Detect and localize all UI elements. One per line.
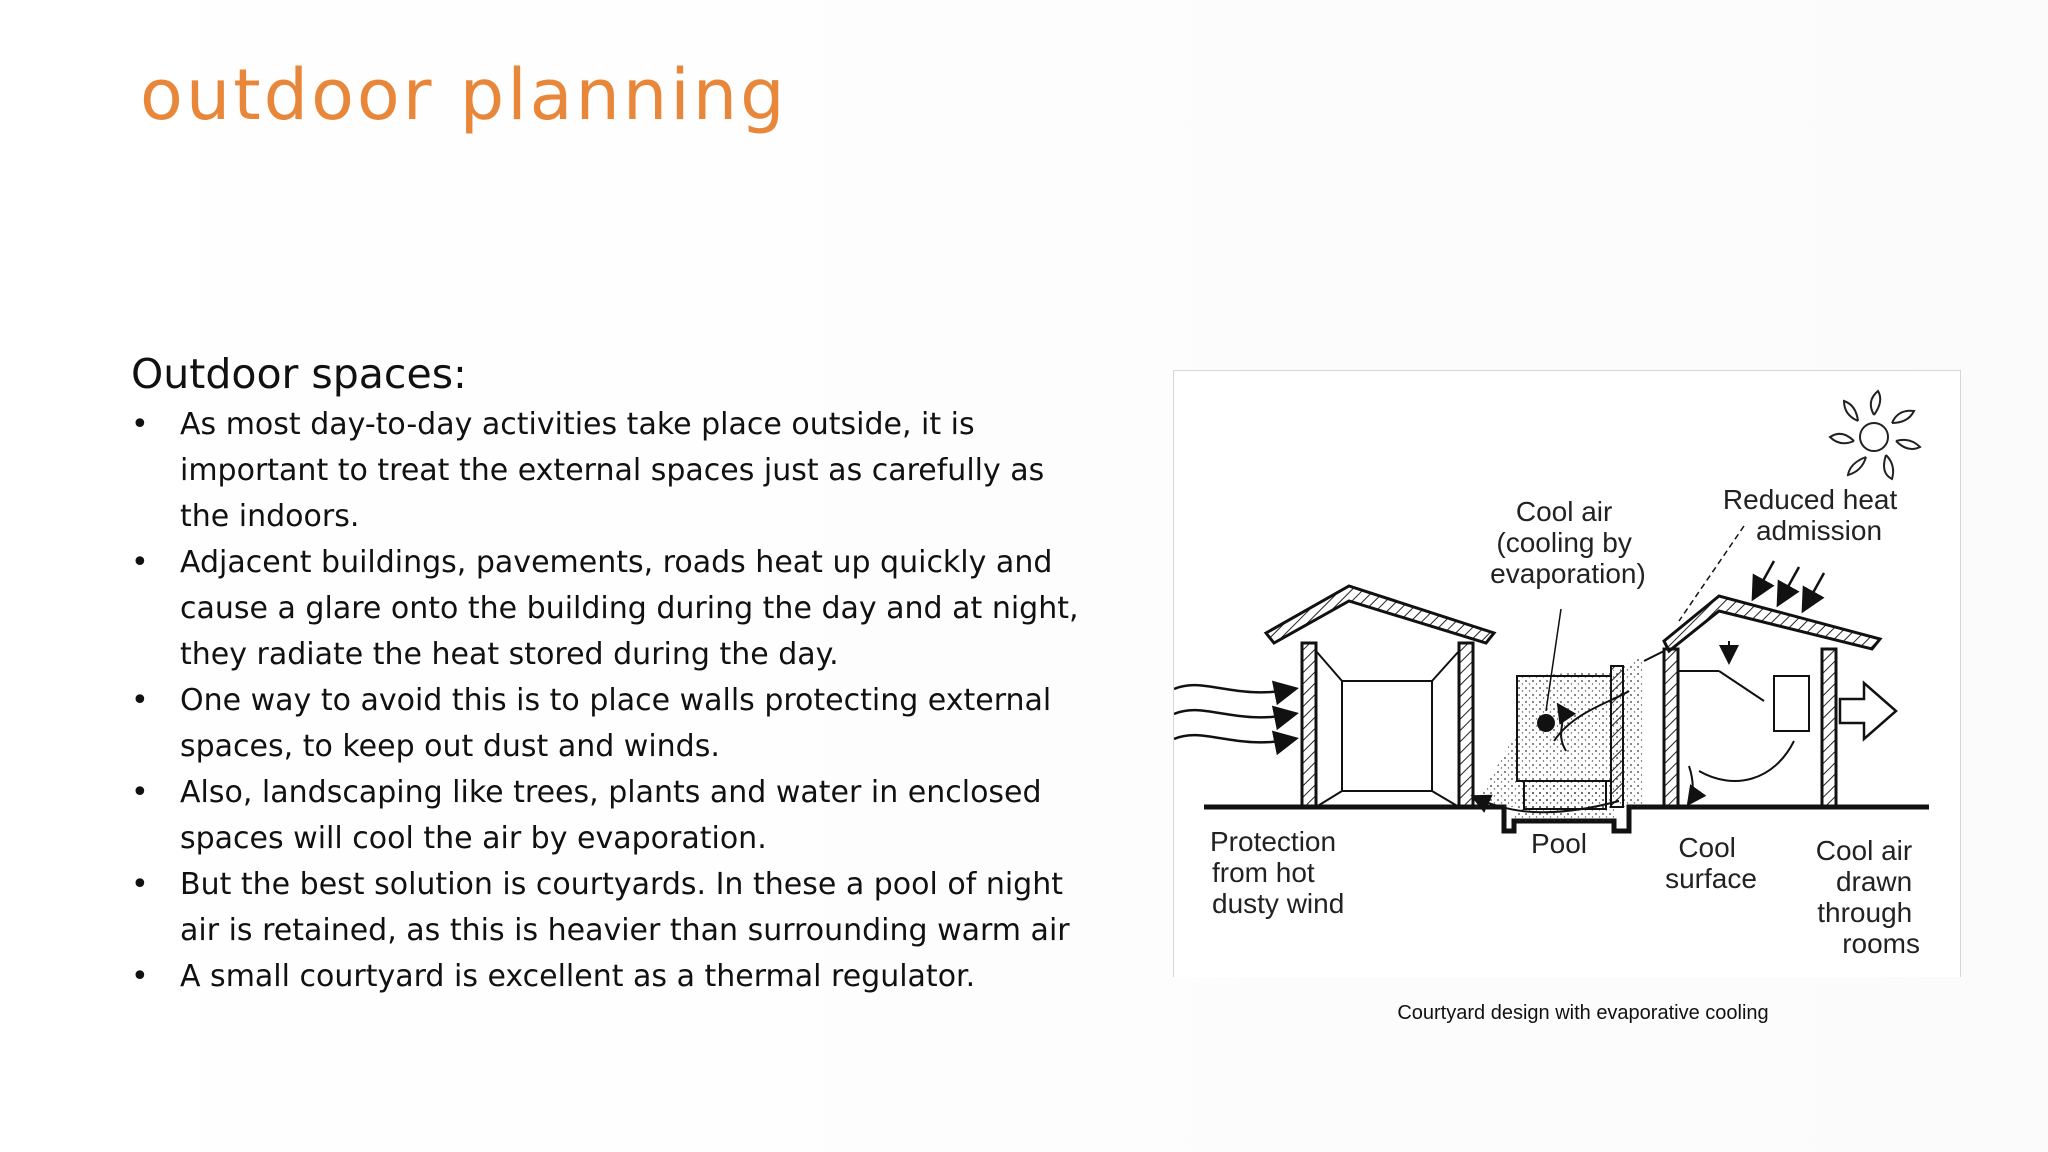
bullet-item: • But the best solution is courtyards. In these a pool of night air is retained, as this is heavier than surrounding warm air xyxy=(131,862,1091,954)
label-cool-air-drawn: Cool air drawn through rooms xyxy=(1815,835,1920,959)
room-flow xyxy=(1699,741,1794,781)
figure-caption: Courtyard design with evaporative cooling xyxy=(1397,1002,1769,1024)
bullet-item: • One way to avoid this is to place walls protecting external spaces, to keep out dust and winds. xyxy=(131,678,1091,770)
label-cool-surface: Cool surface xyxy=(1665,832,1757,894)
bullet-item: • Also, landscaping like trees, plants and water in enclosed spaces will cool the air by evaporation. xyxy=(131,770,1091,862)
right-wall-inner xyxy=(1664,649,1678,807)
right-roof xyxy=(1664,596,1880,651)
bullet-list xyxy=(131,402,1091,1000)
section-heading: Outdoor spaces: xyxy=(131,350,467,398)
sun-icon xyxy=(1830,391,1920,479)
courtyard-wall xyxy=(1611,666,1623,807)
heat-arrows xyxy=(1754,561,1824,609)
content-body xyxy=(131,348,1091,1000)
water-drop-icon xyxy=(1537,714,1555,732)
left-roof xyxy=(1266,586,1494,643)
label-protection: Protection from hot dusty wind xyxy=(1210,826,1345,919)
courtyard-diagram xyxy=(1173,370,1961,977)
slide-title: outdoor planning xyxy=(140,54,788,136)
right-wall-outer xyxy=(1822,649,1836,807)
left-wall-outer xyxy=(1302,643,1316,807)
label-pool: Pool xyxy=(1530,828,1588,859)
left-room xyxy=(1316,651,1459,807)
bullet-item: • Adjacent buildings, pavements, roads heat up quickly and cause a glare onto the building during the day and at night, they radiate the heat stored during the day. xyxy=(131,540,1091,678)
outflow-arrow-icon xyxy=(1840,683,1896,739)
wind-arrows xyxy=(1174,685,1294,742)
bullet-item: • As most day-to-day activities take place outside, it is important to treat the external spaces just as carefully as the indoors. xyxy=(131,402,1091,540)
pool-outline xyxy=(1524,781,1606,809)
left-wall-inner xyxy=(1459,643,1473,807)
label-cool-air: Cool air (cooling by evaporation) xyxy=(1490,496,1646,589)
bullet-item: • A small courtyard is excellent as a thermal regulator. xyxy=(131,954,1091,1000)
label-reduced-heat: Reduced heat admission xyxy=(1722,484,1898,546)
